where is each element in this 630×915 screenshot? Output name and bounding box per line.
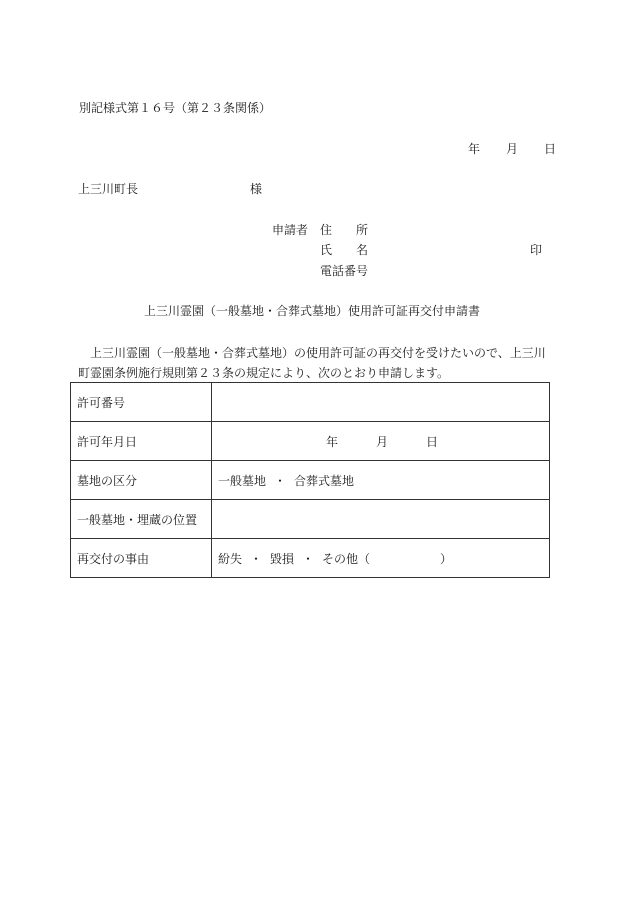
table-row [71,500,550,539]
permit-day-label: 日 [426,434,439,449]
body-line-1: 上三川霊園（一般墓地・合葬式墓地）の使用許可証の再交付を受けたいので、上三川 [78,346,546,360]
document-title: 上三川霊園（一般墓地・合葬式墓地）使用許可証再交付申請書 [144,304,481,318]
date-line [468,142,556,156]
permit-number-field[interactable] [212,383,550,422]
reissue-reason-field [212,539,550,578]
table-row [71,539,550,578]
grave-type-field [212,461,550,500]
separator-dot: ・ [302,551,315,566]
application-table [70,382,550,578]
day-label: 日 [544,142,557,156]
seal-label: 印 [530,243,543,257]
separator-dot: ・ [274,473,287,488]
table-row [71,383,550,422]
addressee-name: 上三川町長 [78,182,139,196]
grave-type-general[interactable]: 一般墓地 [218,473,267,488]
month-label: 月 [506,142,519,156]
permit-number-label: 許可番号 [71,383,212,422]
reason-other[interactable]: その他（ [322,551,371,566]
address-label: 住 所 [320,223,369,237]
body-paragraph [78,343,556,383]
grave-type-label: 墓地の区分 [71,461,212,500]
phone-label: 電話番号 [320,264,369,278]
table-row [71,422,550,461]
table-row [71,461,550,500]
applicant-label: 申請者 [272,223,309,237]
grave-type-joint[interactable]: 合葬式墓地 [294,473,355,488]
permit-year-label: 年 [326,434,339,449]
form-number-label: 別記様式第１６号（第２３条関係） [79,101,272,115]
reason-lost[interactable]: 紛失 [218,551,243,566]
burial-location-field[interactable] [212,500,550,539]
permit-date-field[interactable] [212,422,550,461]
reason-damaged[interactable]: 毀損 [270,551,295,566]
permit-date-label: 許可年月日 [71,422,212,461]
reason-other-close: ） [440,551,453,566]
permit-month-label: 月 [376,434,389,449]
body-line-2: 町霊園条例施行規則第２３条の規定により、次のとおり申請します。 [78,366,450,380]
reissue-reason-label: 再交付の事由 [71,539,212,578]
year-label: 年 [468,142,481,156]
separator-dot: ・ [250,551,263,566]
burial-location-label: 一般墓地・埋蔵の位置 [71,500,212,539]
addressee-honorific: 様 [250,182,263,196]
name-label: 氏 名 [320,243,369,257]
